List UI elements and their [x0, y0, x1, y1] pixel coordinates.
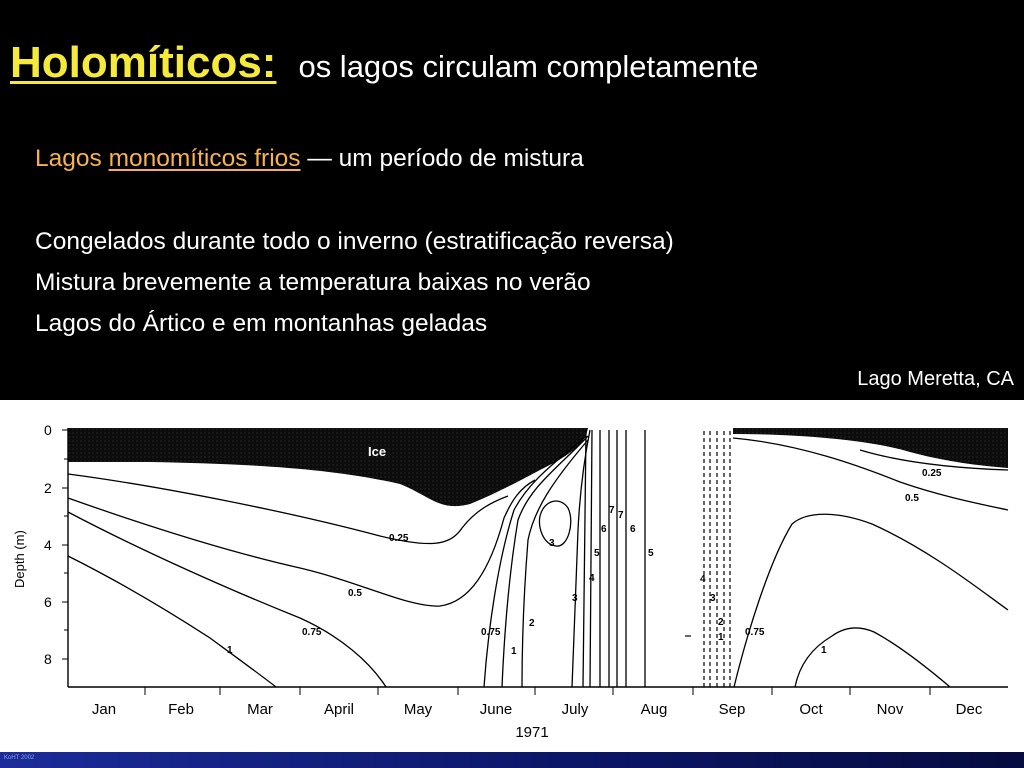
title-row: [10, 38, 759, 88]
month-label: Dec: [955, 701, 983, 718]
month-label: July: [561, 701, 589, 718]
isotherm-0-75-sep: [734, 514, 1008, 687]
contour-label: 0.25: [389, 533, 409, 544]
ice-region-right: [733, 428, 1008, 468]
month-label: Nov: [876, 701, 904, 718]
x-axis-year: 1971: [515, 724, 549, 741]
contour-label: 2: [718, 617, 724, 628]
month-label: May: [403, 701, 433, 718]
month-label: Aug: [640, 701, 668, 718]
contour-label: 3: [549, 538, 555, 549]
isotherm-2-june: [522, 440, 588, 687]
contour-label: 6: [601, 524, 607, 535]
contour-label: 6: [630, 524, 636, 535]
contour-label: 0.75: [302, 627, 322, 638]
isotherm-1-right: [795, 628, 950, 687]
contour-label: 3: [572, 593, 578, 604]
month-label: Feb: [168, 701, 194, 718]
bullet-line: Mistura brevemente a temperatura baixas no verão: [35, 269, 591, 296]
isotherm-diagram: [0, 400, 1024, 752]
isotherm-3-july: [572, 430, 590, 687]
isotherm-3-june: [540, 501, 571, 546]
figure-caption: Lago Meretta, CA: [857, 368, 1014, 390]
bullet-line: Congelados durante todo o inverno (estratificação reversa): [35, 228, 674, 255]
slide-title: Holomíticos:: [10, 38, 277, 87]
month-label: April: [323, 701, 355, 718]
y-tick-label: 8: [44, 651, 52, 667]
contour-label: 0.25: [922, 468, 942, 479]
contour-label: 5: [594, 548, 600, 559]
contour-label: 3: [710, 593, 716, 604]
contour-label: 4: [589, 573, 595, 584]
isotherm-5-july: [590, 430, 592, 687]
contour-label: 1: [511, 646, 517, 657]
contour-label: 7: [618, 510, 624, 521]
month-label: Sep: [718, 701, 746, 718]
month-label: Oct: [799, 701, 823, 718]
isotherm-0-75-left: [68, 512, 386, 687]
month-label: Jan: [91, 701, 117, 718]
ice-label: Ice: [368, 444, 387, 459]
y-tick-label: 6: [44, 594, 52, 610]
intro-suffix: — um período de mistura: [300, 145, 584, 172]
slide-subtitle: os lagos circulam completamente: [298, 49, 759, 84]
contour-label: 5: [648, 548, 654, 559]
y-tick-label: 0: [44, 422, 52, 438]
y-tick-label: 4: [44, 537, 52, 553]
intro-prefix: Lagos: [35, 145, 109, 172]
y-axis-label: Depth (m): [12, 530, 27, 588]
ice-region-left: [68, 428, 588, 506]
footer-mark: KoHT 2002: [4, 755, 35, 761]
contour-label: 0.5: [905, 493, 919, 504]
bullet-line: Lagos do Ártico e em montanhas geladas: [35, 310, 488, 337]
y-tick-label: 2: [44, 480, 52, 496]
depth-time-figure: [0, 400, 1024, 752]
isotherm-1-left: [68, 556, 276, 687]
contour-label: 1: [227, 645, 233, 656]
slide-footer-bar: [0, 752, 1024, 768]
intro-link[interactable]: monomíticos frios: [108, 145, 301, 172]
contour-label: 0.75: [481, 627, 501, 638]
contour-label: 7: [609, 505, 615, 516]
intro-line: [35, 145, 584, 173]
month-label: June: [479, 701, 513, 718]
contour-label: 4: [700, 574, 706, 585]
contour-label: 2: [529, 618, 535, 629]
contour-label: 0.75: [745, 627, 765, 638]
month-label: Mar: [247, 701, 273, 718]
contour-label: 0.5: [348, 588, 362, 599]
contour-label: 1: [821, 645, 827, 656]
contour-label: 1: [718, 632, 724, 643]
